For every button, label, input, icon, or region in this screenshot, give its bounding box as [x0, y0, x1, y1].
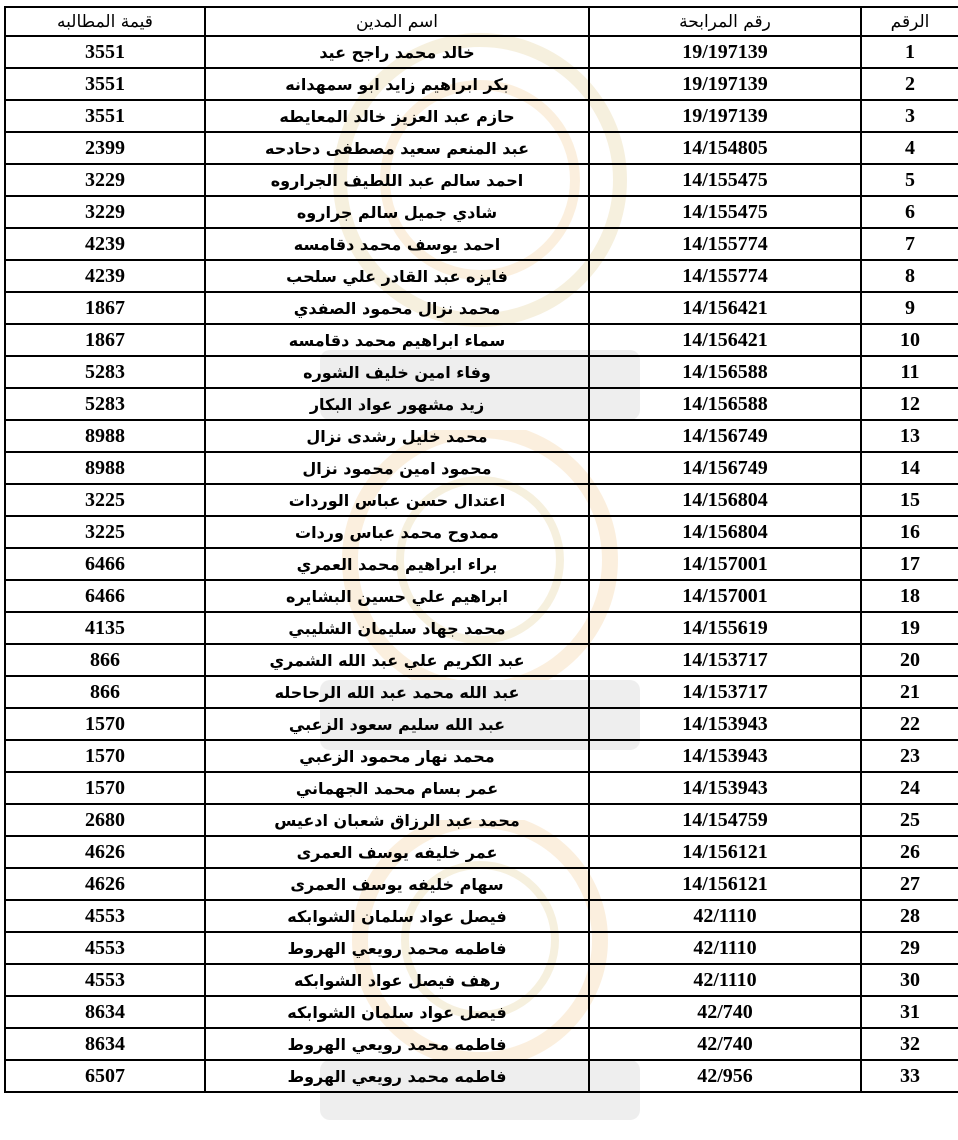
table-row: [5, 36, 958, 68]
row-number: 19: [861, 612, 958, 644]
row-number: 12: [861, 388, 958, 420]
table-row: [5, 1028, 958, 1060]
table-body: [5, 36, 958, 1092]
table-row: [5, 644, 958, 676]
row-number: 20: [861, 644, 958, 676]
row-reference: 14/153943: [589, 708, 861, 740]
table-row: [5, 516, 958, 548]
row-number: 11: [861, 356, 958, 388]
table-row: [5, 100, 958, 132]
row-claim-amount: 3229: [5, 196, 205, 228]
table-row: [5, 868, 958, 900]
row-debtor-name: خالد محمد راجح عيد: [205, 36, 589, 68]
row-debtor-name: عبد المنعم سعيد مصطفى دحادحه: [205, 132, 589, 164]
table-header-row: [5, 7, 958, 36]
debtors-document: [4, 6, 954, 1134]
row-claim-amount: 4135: [5, 612, 205, 644]
table-row: [5, 356, 958, 388]
row-debtor-name: محمود امين محمود نزال: [205, 452, 589, 484]
row-number: 22: [861, 708, 958, 740]
row-number: 13: [861, 420, 958, 452]
row-claim-amount: 1867: [5, 292, 205, 324]
row-reference: 14/156421: [589, 324, 861, 356]
row-reference: 14/155475: [589, 196, 861, 228]
table-row: [5, 68, 958, 100]
row-number: 21: [861, 676, 958, 708]
row-number: 28: [861, 900, 958, 932]
row-claim-amount: 6507: [5, 1060, 205, 1092]
row-claim-amount: 6466: [5, 548, 205, 580]
header-debtor-name: اسم المدين: [205, 7, 589, 36]
row-claim-amount: 3551: [5, 68, 205, 100]
header-number: الرقم: [861, 7, 958, 36]
row-reference: 14/156749: [589, 420, 861, 452]
row-debtor-name: سماء ابراهيم محمد دقامسه: [205, 324, 589, 356]
table-row: [5, 836, 958, 868]
row-claim-amount: 8988: [5, 452, 205, 484]
row-reference: 42/1110: [589, 964, 861, 996]
table-row: [5, 292, 958, 324]
header-claim-amount: قيمة المطالبه: [5, 7, 205, 36]
row-reference: 14/153717: [589, 644, 861, 676]
row-reference: 42/740: [589, 996, 861, 1028]
row-claim-amount: 3225: [5, 484, 205, 516]
row-claim-amount: 8634: [5, 1028, 205, 1060]
row-claim-amount: 4626: [5, 836, 205, 868]
row-number: 14: [861, 452, 958, 484]
row-debtor-name: زيد مشهور عواد البكار: [205, 388, 589, 420]
row-reference: 14/153717: [589, 676, 861, 708]
table-row: [5, 804, 958, 836]
table-row: [5, 228, 958, 260]
table-row: [5, 932, 958, 964]
row-claim-amount: 3225: [5, 516, 205, 548]
table-row: [5, 132, 958, 164]
row-number: 5: [861, 164, 958, 196]
row-reference: 19/197139: [589, 100, 861, 132]
row-debtor-name: ابراهيم علي حسين البشايره: [205, 580, 589, 612]
row-number: 8: [861, 260, 958, 292]
row-debtor-name: فايزه عبد القادر علي سلحب: [205, 260, 589, 292]
row-debtor-name: اعتدال حسن عباس الوردات: [205, 484, 589, 516]
row-reference: 14/156588: [589, 356, 861, 388]
row-debtor-name: وفاء امين خليف الشوره: [205, 356, 589, 388]
table-row: [5, 260, 958, 292]
row-reference: 14/156804: [589, 484, 861, 516]
row-number: 26: [861, 836, 958, 868]
row-debtor-name: محمد خليل رشدى نزال: [205, 420, 589, 452]
row-reference: 42/740: [589, 1028, 861, 1060]
row-claim-amount: 3229: [5, 164, 205, 196]
row-reference: 14/154759: [589, 804, 861, 836]
table-row: [5, 580, 958, 612]
header-reference: رقم المرابحة: [589, 7, 861, 36]
table-row: [5, 420, 958, 452]
row-claim-amount: 6466: [5, 580, 205, 612]
row-number: 23: [861, 740, 958, 772]
row-debtor-name: فاطمه محمد رويعي الهروط: [205, 932, 589, 964]
row-number: 3: [861, 100, 958, 132]
table-row: [5, 772, 958, 804]
row-reference: 14/157001: [589, 548, 861, 580]
row-reference: 14/155774: [589, 260, 861, 292]
table-row: [5, 964, 958, 996]
row-debtor-name: حازم عبد العزيز خالد المعايطه: [205, 100, 589, 132]
row-reference: 14/155619: [589, 612, 861, 644]
row-number: 27: [861, 868, 958, 900]
table-row: [5, 900, 958, 932]
row-number: 31: [861, 996, 958, 1028]
row-debtor-name: فاطمه محمد رويعي الهروط: [205, 1060, 589, 1092]
row-debtor-name: احمد سالم عبد اللطيف الجراروه: [205, 164, 589, 196]
row-claim-amount: 3551: [5, 100, 205, 132]
row-number: 24: [861, 772, 958, 804]
row-debtor-name: محمد نهار محمود الزعبي: [205, 740, 589, 772]
row-claim-amount: 4553: [5, 900, 205, 932]
row-claim-amount: 4239: [5, 260, 205, 292]
row-reference: 14/155475: [589, 164, 861, 196]
row-reference: 14/153943: [589, 772, 861, 804]
table-row: [5, 452, 958, 484]
row-debtor-name: بكر ابراهيم زايد ابو سمهدانه: [205, 68, 589, 100]
row-claim-amount: 2680: [5, 804, 205, 836]
row-claim-amount: 1867: [5, 324, 205, 356]
row-reference: 14/154805: [589, 132, 861, 164]
row-debtor-name: عمر خليفه يوسف العمرى: [205, 836, 589, 868]
row-debtor-name: احمد يوسف محمد دقامسه: [205, 228, 589, 260]
row-claim-amount: 1570: [5, 772, 205, 804]
table-row: [5, 612, 958, 644]
table-row: [5, 996, 958, 1028]
row-claim-amount: 866: [5, 644, 205, 676]
row-number: 17: [861, 548, 958, 580]
row-debtor-name: براء ابراهيم محمد العمري: [205, 548, 589, 580]
row-debtor-name: عبد الله سليم سعود الزعبي: [205, 708, 589, 740]
row-number: 16: [861, 516, 958, 548]
row-debtor-name: فاطمه محمد رويعي الهروط: [205, 1028, 589, 1060]
row-reference: 19/197139: [589, 36, 861, 68]
row-number: 7: [861, 228, 958, 260]
row-reference: 42/956: [589, 1060, 861, 1092]
row-debtor-name: سهام خليفه يوسف العمرى: [205, 868, 589, 900]
row-debtor-name: فيصل عواد سلمان الشوابكه: [205, 996, 589, 1028]
row-number: 25: [861, 804, 958, 836]
table-row: [5, 676, 958, 708]
row-number: 6: [861, 196, 958, 228]
row-reference: 14/156749: [589, 452, 861, 484]
row-reference: 14/156121: [589, 868, 861, 900]
table-row: [5, 548, 958, 580]
row-reference: 14/153943: [589, 740, 861, 772]
row-debtor-name: عبد الله محمد عبد الله الرحاحله: [205, 676, 589, 708]
row-number: 2: [861, 68, 958, 100]
row-claim-amount: 2399: [5, 132, 205, 164]
row-debtor-name: محمد نزال محمود الصفدي: [205, 292, 589, 324]
row-claim-amount: 8634: [5, 996, 205, 1028]
table-row: [5, 324, 958, 356]
table-row: [5, 388, 958, 420]
row-reference: 42/1110: [589, 932, 861, 964]
row-reference: 14/157001: [589, 580, 861, 612]
row-claim-amount: 3551: [5, 36, 205, 68]
row-debtor-name: ممدوح محمد عباس وردات: [205, 516, 589, 548]
row-reference: 14/156121: [589, 836, 861, 868]
row-debtor-name: فيصل عواد سلمان الشوابكه: [205, 900, 589, 932]
row-number: 1: [861, 36, 958, 68]
table-row: [5, 196, 958, 228]
row-number: 9: [861, 292, 958, 324]
row-number: 32: [861, 1028, 958, 1060]
row-claim-amount: 1570: [5, 740, 205, 772]
row-reference: 14/156588: [589, 388, 861, 420]
row-debtor-name: عمر بسام محمد الجهماني: [205, 772, 589, 804]
row-claim-amount: 4553: [5, 932, 205, 964]
row-reference: 14/156804: [589, 516, 861, 548]
row-reference: 19/197139: [589, 68, 861, 100]
row-debtor-name: عبد الكريم علي عبد الله الشمري: [205, 644, 589, 676]
table-row: [5, 740, 958, 772]
row-reference: 42/1110: [589, 900, 861, 932]
table-row: [5, 708, 958, 740]
row-number: 10: [861, 324, 958, 356]
row-reference: 14/156421: [589, 292, 861, 324]
table-row: [5, 484, 958, 516]
row-claim-amount: 866: [5, 676, 205, 708]
row-number: 15: [861, 484, 958, 516]
row-debtor-name: محمد عبد الرزاق شعبان ادعيس: [205, 804, 589, 836]
table-row: [5, 1060, 958, 1092]
row-number: 33: [861, 1060, 958, 1092]
row-claim-amount: 5283: [5, 388, 205, 420]
row-number: 4: [861, 132, 958, 164]
row-claim-amount: 4626: [5, 868, 205, 900]
debtors-table: [4, 6, 958, 1093]
row-claim-amount: 1570: [5, 708, 205, 740]
row-number: 29: [861, 932, 958, 964]
row-debtor-name: محمد جهاد سليمان الشليبي: [205, 612, 589, 644]
row-number: 18: [861, 580, 958, 612]
row-claim-amount: 8988: [5, 420, 205, 452]
row-claim-amount: 5283: [5, 356, 205, 388]
row-claim-amount: 4239: [5, 228, 205, 260]
row-number: 30: [861, 964, 958, 996]
row-claim-amount: 4553: [5, 964, 205, 996]
table-row: [5, 164, 958, 196]
row-debtor-name: رهف فيصل عواد الشوابكه: [205, 964, 589, 996]
row-reference: 14/155774: [589, 228, 861, 260]
row-debtor-name: شادي جميل سالم جراروه: [205, 196, 589, 228]
